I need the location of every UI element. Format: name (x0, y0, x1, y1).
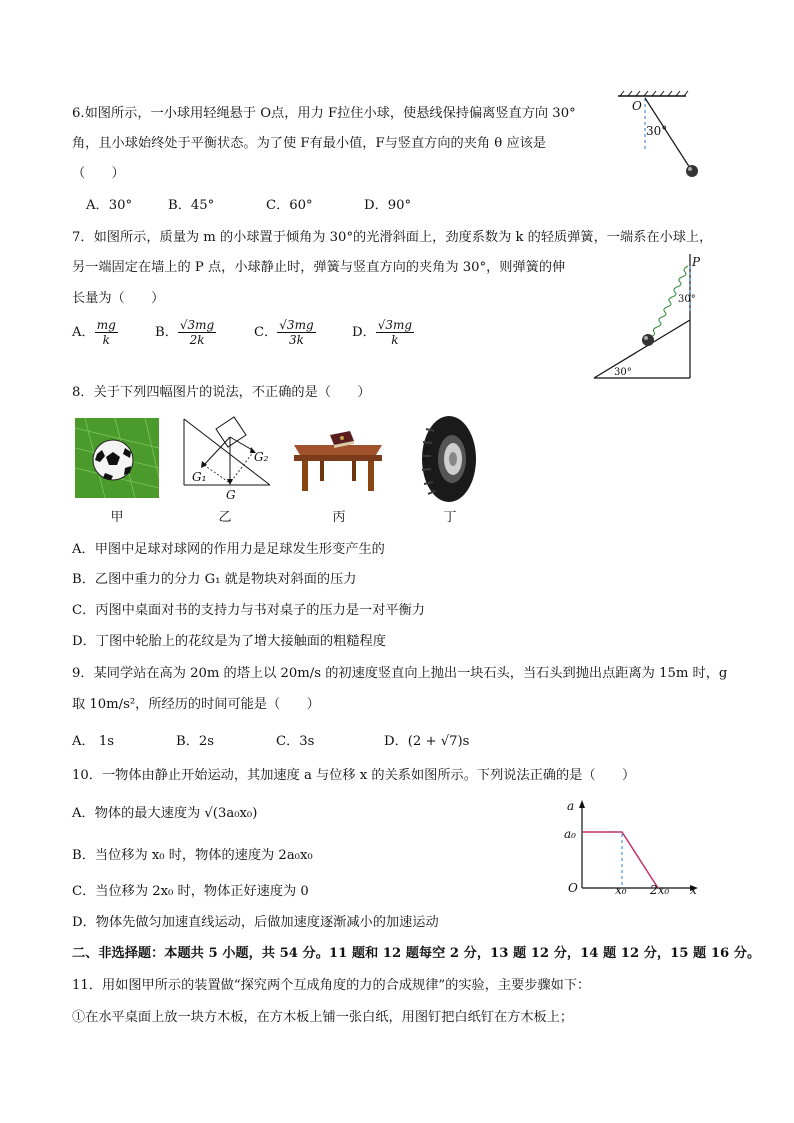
q7-line2: 另一端固定在墙上的 P 点，小球静止时，弹簧与竖直方向的夹角为 30°，则弹簧的伸 (72, 260, 566, 275)
q7-line3: 长量为（ ） (72, 291, 165, 306)
q9-option-c: C．3s (276, 734, 315, 749)
q10-graph-x-label: x (690, 883, 697, 897)
q8-line1: 8．关于下列四幅图片的说法，不正确的是（ ） (72, 385, 371, 400)
q8-tyre-image (420, 414, 478, 504)
q9-line2: 取 10m/s²，所经历的时间可能是（ ） (72, 697, 320, 712)
q6-option-d: D．90° (364, 198, 412, 213)
q8-caption-bing: 丙 (332, 510, 346, 525)
q8-caption-yi: 乙 (218, 510, 232, 525)
q7-option-d: D． $\frac{√3mg}{k}$ (352, 318, 413, 347)
q7-fig-p-label: P (692, 255, 701, 269)
q11-line2: ①在水平桌面上放一块方木板，在方木板上铺一张白纸，用图钉把白纸钉在方木板上； (72, 1010, 574, 1025)
q8-option-c: C．丙图中桌面对书的支持力与书对桌子的压力是一对平衡力 (72, 603, 425, 618)
q10-graph-x0-label: x₀ (615, 883, 627, 897)
q10-a-x-graph (560, 796, 710, 898)
q8-label-g1: G₁ (192, 470, 207, 484)
q10-option-a: A．物体的最大速度为 √(3a₀x₀) (72, 806, 258, 821)
q9-option-a: A． 1s (72, 734, 115, 749)
q7-line1: 7．如图所示，质量为 m 的小球置于倾角为 30°的光滑斜面上，劲度系数为 k 的轻质弹簧，一端系在小球上， (72, 230, 713, 245)
q6-line2: 角，且小球始终处于平衡状态。为了使 F有最小值，F与竖直方向的夹角 θ 应该是 (72, 136, 547, 151)
q7-option-c: C． $\frac{√3mg}{3k}$ (254, 318, 314, 347)
q8-football-image (75, 418, 159, 498)
q6-option-b: B．45° (168, 198, 215, 213)
q8-label-g2: G₂ (254, 450, 269, 464)
q6-line3: （ ） (72, 166, 125, 181)
q7-incline-figure (592, 252, 702, 382)
q6-fig-o-label: O (632, 99, 642, 113)
q10-option-b: B．当位移为 x₀ 时，物体的速度为 2a₀x₀ (72, 848, 313, 863)
q10-graph-a0-label: a₀ (564, 827, 576, 841)
q8-option-d: D．丁图中轮胎上的花纹是为了增大接触面的粗糙程度 (72, 634, 386, 649)
q6-line1: 6.如图所示，一小球用轻绳悬于 O点，用力 F拉住小球，使悬线保持偏离竖直方向 30° (72, 106, 576, 121)
q8-caption-ding: 丁 (443, 510, 457, 525)
q8-caption-jia: 甲 (110, 510, 124, 525)
q10-option-c: C．当位移为 2x₀ 时，物体正好速度为 0 (72, 884, 309, 899)
q10-graph-origin-label: O (568, 881, 578, 895)
q8-option-a: A．甲图中足球对球网的作用力是足球发生形变产生的 (72, 542, 385, 557)
q6-pendulum-figure (612, 90, 712, 190)
q7-fig-bottom-angle: 30° (614, 367, 632, 378)
q10-option-d: D．物体先做匀加速直线运动，后做加速度逐渐减小的加速运动 (72, 915, 439, 930)
q8-incline-force-diagram (180, 415, 280, 505)
q8-label-g: G (226, 488, 236, 502)
q10-graph-a-label: a (567, 799, 575, 813)
q10-line1: 10．一物体由静止开始运动，其加速度 a 与位移 x 的关系如图所示。下列说法正确的是（ ） (72, 768, 636, 783)
q9-line1: 9．某同学站在高为 20m 的塔上以 20m/s 的初速度竖直向上抛出一块石头，当石头到抛出点距离为 15m 时，g (72, 666, 728, 681)
q7-option-b: B． $\frac{√3mg}{2k}$ (155, 318, 215, 347)
q8-table-book-image (292, 425, 384, 495)
q7-fig-top-angle: 30° (678, 294, 696, 305)
q8-option-b: B．乙图中重力的分力 G₁ 就是物块对斜面的压力 (72, 572, 357, 587)
q9-option-d: D．(2 + √7)s (384, 734, 470, 749)
q6-fig-angle-label: 30° (646, 124, 668, 138)
q10-graph-2x0-label: 2x₀ (650, 883, 670, 897)
q6-option-c: C．60° (266, 198, 313, 213)
q7-option-a: A． $\frac{mg}{k}$ (72, 318, 116, 347)
section-2-heading: 二、非选择题：本题共 5 小题，共 54 分。11 题和 12 题每空 2 分，13 题 12 分，14 题 12 分，15 题 16 分。 (72, 946, 761, 961)
q9-option-b: B．2s (176, 734, 215, 749)
q11-line1: 11．用如图甲所示的装置做“探究两个互成角度的力的合成规律”的实验，主要步骤如下： (72, 978, 591, 993)
q6-option-a: A．30° (86, 198, 133, 213)
